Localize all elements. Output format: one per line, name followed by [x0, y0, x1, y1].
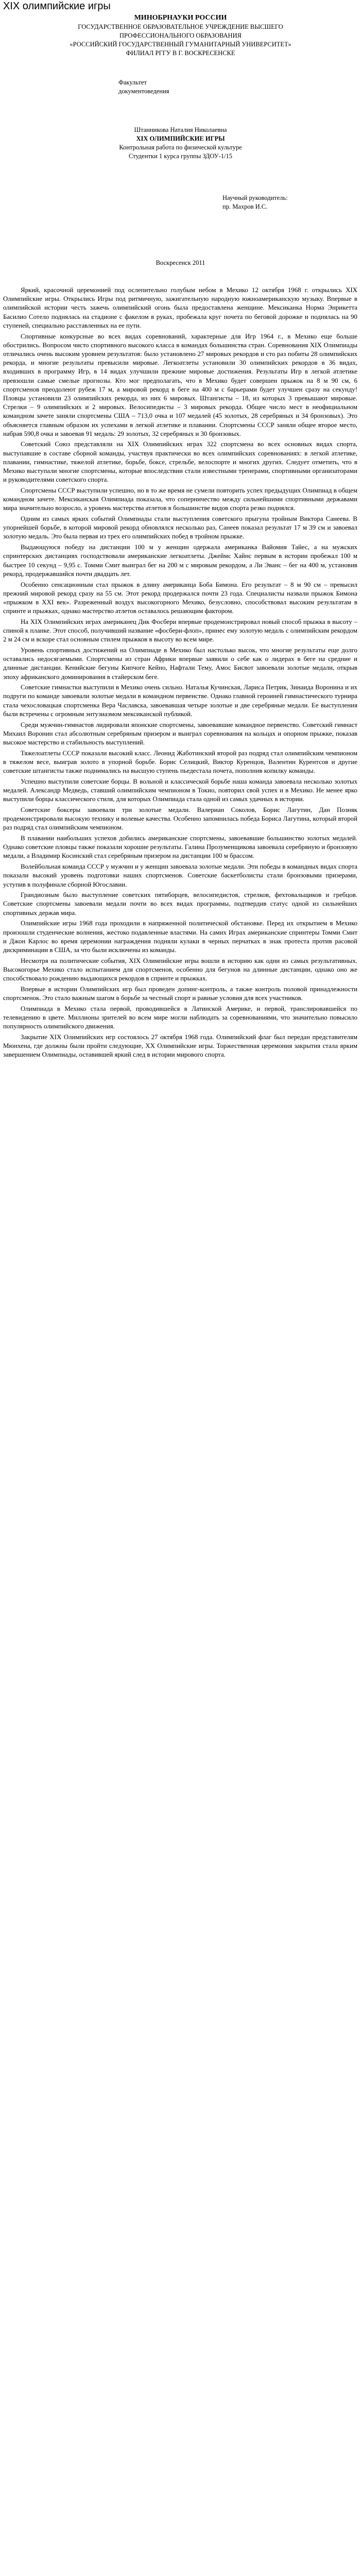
institution-line: ПРОФЕССИОНАЛЬНОГО ОБРАЗОВАНИЯ: [119, 32, 242, 39]
paragraph: Тяжелоатлеты СССР показали высокий класс. Леонид Жаботинский второй раз подряд стал олимпийским чемпионом в тяжелом весе, выиграв золото в упорной борьбе. Борис Селицкий, Виктор Куренцов, Валентин Курентсов и другие советские штангисты также поднимались на высшую ступень пьедестала почета, пополнив копилку команды.: [3, 749, 357, 775]
paragraph: Спортсмены СССР выступили успешно, но в то же время не сумели повторить успех предыдущих Олимпиад в общем командном зачете. Мексиканская Олимпиада показала, что соперничество между сильнейшими спортивными державами мира значительно возросло, а уровень мастерства атлетов в большинстве видов спорта резко поднялся.: [3, 486, 357, 512]
paragraph: На XIX Олимпийских играх американец Дик Фосбери впервые продемонстрировал новый способ прыжка в высоту – спиной к планке. Этот способ, получивший название «фосбери-флоп», принес ему золотую медаль с олимпийским рекордом 2 м 24 см и вскоре стал основным стилем прыжков в высоту во всем мире.: [3, 618, 357, 643]
faculty-label: Факультет: [118, 79, 147, 86]
institution-line: ФИЛИАЛ РГГУ В Г. ВОСКРЕСЕНСКЕ: [126, 49, 235, 57]
paragraph: Грандиозным было выступление советских пятиборцев, велосипедистов, стрелков, фехтовальщиков и гребцов. Советские спортсмены завоевали медали почти во всех видах программы, подтвердив статус одной из сильнейших спортивных держав мира.: [3, 891, 357, 917]
faculty-name: документоведения: [118, 88, 169, 95]
paragraph: Олимпийские игры 1968 года проходили в напряженной политической обстановке. Перед их открытием в Мехико произошли студенческие волнения, жестоко подавленные властями. На самих Играх американские спринтеры Томми Смит и Джон Карлос во время церемонии награждения подняли кулаки в черных перчатках в знак протеста против расовой дискриминации в США, за что были исключены из команды.: [3, 920, 357, 954]
city-year: Воскресенск 2011: [156, 259, 205, 266]
paragraph: Советские гимнастки выступили в Мехико очень сильно. Наталья Кучинская, Лариса Петрик, Зинаида Воронина и их подруги по команде завоевали золотые медали в командном первенстве. Однако главной героиней гимнастического турнира стала чехословацкая спортсменка Вера Чаславска, завоевавшая четыре золотые и две серебряные медали. Ее выступления были встречены с огромным энтузиазмом мексиканской публикой.: [3, 684, 357, 718]
paragraph: Закрытие XIX Олимпийских игр состоялось 27 октября 1968 года. Олимпийский флаг был передан представителям Мюнхена, где должны были пройти следующие, XX Олимпийские игры. Торжественная церемония закрытия стала ярким завершением Олимпиады, оставившей яркий след в истории мирового спорта.: [3, 1033, 357, 1059]
supervisor-label: Научный руководитель:: [222, 194, 288, 201]
paragraph: Уровень спортивных достижений на Олимпиаде в Мехико был настолько высок, что многие результаты еще долго оставались недосягаемыми. Спортсмены из стран Африки впервые заявили о себе как о лидерах в беге на средние и длинные дистанции. Кенийские бегуны Кипчоге Кейно, Нафтали Тему, Амос Бисвот завоевали золотые медали, открыв эпоху африканского доминирования в стайерском беге.: [3, 646, 357, 681]
paragraph: Спортивные конкурсные во всех видах соревнований, характерные для Игр 1964 г., в Мехико еще больше обострились. Вопросом чисто спортивного высокого класса в командах большинства стран. Соревнования XIX Олимпиады отличались очень высоким уровнем результатов: было установлено 27 мировых рекордов и сто раз побиты 28 олимпийских рекорда, и многие результаты превысили мировые. Легкоатлеты установили 30 олимпийских рекордов в 36 видах, входивших в программу Игр, в 14 видах улучшили прежние мировые достижения. Результаты Игр в легкой атлетике превзошли самые смелые прогнозы. Кто мог предполагать, что в Мехико будет совершен прыжок на 8 м 90 см, 6 спортсменов преодолеют рубеж 17 м, а мировой рекорд в беге на 400 м с барьерами будет улучшен сразу на секунду! Пловцы установили 23 олимпийских рекорда, из них 6 мировых. Штангисты – 18, из которых 3 превышают мировые. Стрелки – 9 олимпийских и 2 мировых. Велосипедисты – 3 мировых рекорда. Общее число мест в неофициальном командном зачете заняли спортсмены США – 713,0 очка и 107 медалей (45 золотых, 28 серебряных и 34 бронзовых). Это объясняется главным образом их успехами в легкой атлетике и плавании. Спортсмены СССР заняли общее второе место, набрав 590,8 очка и завоевав 91 медаль: 29 золотых, 32 серебряных и 30 бронзовых.: [3, 332, 357, 437]
paragraph: В плавании наибольших успехов добились американские спортсмены, завоевавшие большинство золотых медалей. Однако советские пловцы также показали хорошие результаты. Галина Прозуменщикова завоевала серебряную и бронзовую медали, а Владимир Косинский стал серебряным призером на дистанции 100 м брассом.: [3, 834, 357, 860]
author-name: Штанникова Наталия Николаевна: [134, 126, 227, 133]
paragraph: Советский Союз представляли на XIX Олимпийских играх 322 спортсмена во всех основных видах спорта, выступавшие в составе сборной команды, участвуя практически во всех олимпийских соревнованиях: в легкой атлетике, плавании, гимнастике, тяжелой атлетике, борьбе, боксе, стрельбе, велоспорте и многих других. Следует отметить, что в Мехико выступали многие спортсмены, которые впоследствии стали известными тренерами, спортивными организаторами и руководителями советского спорта.: [3, 440, 357, 484]
paragraph: Среди мужчин-гимнастов лидировали японские спортсмены, завоевавшие командное первенство. Советский гимнаст Михаил Воронин стал абсолютным серебряным призером и выиграл соревнования на кольцах и опорном прыжке, показав высокое мастерство и стабильность выступлений.: [3, 721, 357, 746]
paragraph: Успешно выступили советские борцы. В вольной и классической борьбе наша команда завоевала несколько золотых медалей. Александр Медведь, ставший олимпийским чемпионом в Токио, повторил свой успех и в Мехико. Не менее ярко выступили борцы классического стиля, для которых Олимпиада стала одной из самых удачных в истории.: [3, 777, 357, 803]
paragraph: Впервые в истории Олимпийских игр был проведен допинг-контроль, а также контроль половой принадлежности спортсменок. Это стало важным шагом в борьбе за честный спорт и равные условия для всех участников.: [3, 985, 357, 1002]
paragraph: Олимпиада в Мехико стала первой, проводившейся в Латинской Америке, и первой, транслировавшейся по телевидению в цвете. Миллионы зрителей во всем мире могли наблюдать за соревнованиями, что значительно повысило популярность олимпийского движения.: [3, 1005, 357, 1030]
work-type: Контрольная работа по физической культуре: [119, 144, 242, 151]
institution-line: ГОСУДАРСТВЕННОЕ ОБРАЗОВАТЕЛЬНОЕ УЧРЕЖДЕНИЕ ВЫСШЕГО: [78, 23, 283, 30]
paragraph: Выдающуюся победу на дистанции 100 м у женщин одержала американка Вайомия Тайес, а на мужских спринтерских дистанциях господствовали американские легкоатлеты. Джеймс Хайнс первым в истории пробежал 100 м быстрее 10 секунд – 9,95 с. Томми Смит выиграл бег на 200 м с мировым рекордом, а Ли Эванс – бег на 400 м, установив рекорд, продержавшийся почти двадцать лет.: [3, 544, 357, 578]
author-block: [0, 126, 361, 161]
body-text: [3, 286, 357, 1061]
ministry-title: МИНОБРНАУКИ РОССИИ: [134, 14, 227, 22]
institution-line: «РОССИЙСКИЙ ГОСУДАРСТВЕННЫЙ ГУМАНИТАРНЫЙ УНИВЕРСИТЕТ»: [70, 41, 291, 48]
paragraph: Волейбольная команда СССР у мужчин и у женщин завоевала золотые медали. Эти победы в командных видах спорта показали высокий уровень подготовки наших спортсменов. Советские баскетболисты стали бронзовыми призерами, уступив в полуфинале сборной Югославии.: [3, 863, 357, 888]
paragraph: Советские боксеры завоевали три золотые медали. Валериан Соколов, Борис Лагутин, Дан Позняк продемонстрировали высокую технику и волевые качества. Особенно запомнилась победа Бориса Лагутина, который второй раз подряд стал олимпийским чемпионом.: [3, 806, 357, 832]
supervisor-name: пр. Махров И.С.: [222, 203, 268, 210]
page-heading: XIX олимпийские игры: [3, 1, 111, 12]
institution-block: [0, 23, 361, 58]
paragraph: Несмотря на политические события, XIX Олимпийские игры вошли в историю как одни из самых результативных. Высокогорье Мехико стало испытанием для спортсменов, особенно для бегунов на длинные дистанции, однако оно же способствовало рождению выдающихся рекордов в спринте и прыжках.: [3, 957, 357, 982]
student-info: Студентки 1 курса группы ЗДОУ-1/15: [129, 152, 232, 160]
paragraph: Одним из самых ярких событий Олимпиады стали выступления советского прыгуна тройным Виктора Санеева. В упорнейшей борьбе, в которой мировой рекорд обновлялся несколько раз, Санеев показал результат 17 м 39 см и завоевал золотую медаль. Это была первая из трех его олимпийских побед в тройном прыжке.: [3, 515, 357, 540]
work-title: XIX ОЛИМПИЙСКИЕ ИГРЫ: [136, 135, 225, 142]
faculty-block: [118, 78, 169, 96]
supervisor-block: [222, 194, 288, 211]
paragraph: Яркий, красочной церемонией под ослепительно голубым небом в Мехико 12 октября 1968 г. открылись XIX Олимпийские игры. Открылись Игры под ритмичную, зажигательную народную южноамериканскую музыку. Впервые в олимпийской истории честь зажечь олимпийский огонь была предоставлена женщине. Мексиканка Норма Энрикетта Басилио Сотело поднялась на стадионе с факелом в руках, пробежала круг почета по беговой дорожке и поднялась на 90 ступеней, специально расставленных на ее пути.: [3, 286, 357, 329]
paragraph: Особенно сенсационным стал прыжок в длину американца Боба Бимона. Его результат – 8 м 90 см – превысил прежний мировой рекорд сразу на 55 см. Этот рекорд продержался почти 23 года. Специалисты назвали прыжок Бимона «прыжком в XXI век». Разреженный воздух высокогорного Мехико, безусловно, способствовал высоким результатам в спринте и прыжках, однако мастерство атлетов оставалось решающим фактором.: [3, 581, 357, 615]
